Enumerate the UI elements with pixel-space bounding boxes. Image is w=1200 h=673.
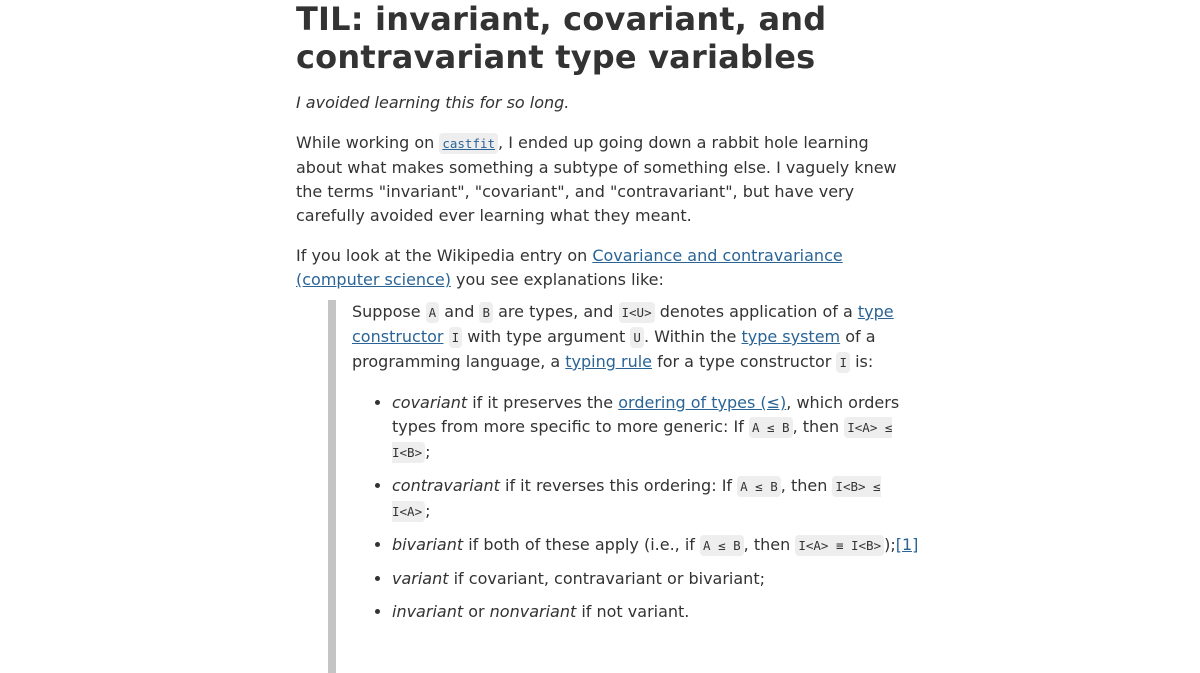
- text: you see explanations like:: [450, 270, 664, 289]
- text: ;: [425, 442, 431, 461]
- text: . Within the: [643, 327, 742, 346]
- text: if covariant, contravariant or bivariant;: [448, 569, 765, 588]
- list-item-variant: [392, 567, 926, 591]
- wikipedia-quote: [328, 300, 926, 673]
- text: if it preserves the: [467, 393, 619, 412]
- text: and: [439, 302, 480, 321]
- text: or: [463, 602, 490, 621]
- text: Suppose: [352, 302, 426, 321]
- text: denotes application of a: [654, 302, 858, 321]
- subtitle: I avoided learning this for so long.: [296, 93, 570, 112]
- castfit-link[interactable]: [439, 133, 498, 152]
- text: ;: [425, 501, 431, 520]
- code-b: B: [479, 302, 493, 323]
- type-system-link[interactable]: type system: [741, 327, 841, 346]
- castfit-code: castfit: [439, 133, 498, 154]
- text: );: [884, 535, 896, 554]
- text: for a type constructor: [652, 352, 837, 371]
- term: contravariant: [392, 476, 500, 495]
- text: are types, and: [493, 302, 619, 321]
- list-item-covariant: [392, 391, 926, 465]
- code-iu: I<U>: [619, 302, 655, 323]
- variance-list: [352, 391, 926, 624]
- intro-paragraph: [296, 131, 906, 228]
- reference-link[interactable]: [1]: [895, 535, 919, 554]
- code-i: I: [836, 352, 850, 373]
- code-ia-le-ib: I<A> ≤ I<B>: [392, 417, 892, 463]
- code-ib-le-ia: I<B> ≤ I<A>: [392, 476, 881, 522]
- text: , then: [780, 476, 833, 495]
- article: [296, 0, 906, 292]
- term: nonvariant: [489, 602, 577, 621]
- wikipedia-link[interactable]: Covariance and contravariance (computer science): [296, 246, 843, 289]
- code-ia-equiv-ib: I<A> ≡ I<B>: [795, 535, 884, 556]
- list-item-invariant: [392, 600, 926, 624]
- text: , then: [792, 417, 845, 436]
- text: While working on: [296, 133, 440, 152]
- text: is:: [850, 352, 874, 371]
- text: if both of these apply (i.e., if: [463, 535, 701, 554]
- text: If you look at the Wikipedia entry on: [296, 246, 593, 265]
- type-constructor-link[interactable]: type constructor: [352, 302, 894, 346]
- term: variant: [392, 569, 449, 588]
- typing-rule-link[interactable]: typing rule: [565, 352, 652, 371]
- term: bivariant: [392, 535, 464, 554]
- code-a-le-b: A ≤ B: [700, 535, 744, 556]
- code-a-le-b: A ≤ B: [737, 476, 781, 497]
- quote-intro: [352, 300, 926, 375]
- code-i: I: [449, 327, 463, 348]
- ordering-of-types-link[interactable]: ordering of types (≤): [618, 393, 787, 412]
- text: , then: [743, 535, 796, 554]
- code-u: U: [630, 327, 644, 348]
- code-a-le-b: A ≤ B: [749, 417, 793, 438]
- term: covariant: [392, 393, 468, 412]
- list-item-contravariant: [392, 474, 926, 524]
- page-title: TIL: invariant, covariant, and contravariant type variables: [296, 0, 827, 76]
- text: if not variant.: [576, 602, 690, 621]
- code-a: A: [426, 302, 440, 323]
- text: , I ended up going down a rabbit hole learning about what makes something a subtype of something else. I vaguely knew the terms "invariant", "covariant", and "contravariant", but have very carefully avoided ever learning what they meant.: [296, 133, 897, 225]
- text: [444, 327, 449, 346]
- text: if it reverses this ordering: If: [499, 476, 738, 495]
- term: invariant: [392, 602, 464, 621]
- text: of a programming language, a: [352, 327, 876, 371]
- text: , which orders types from more specific to more generic: If: [392, 393, 900, 436]
- wikipedia-paragraph: [296, 244, 906, 292]
- text: with type argument: [462, 327, 631, 346]
- list-item-bivariant: [392, 533, 926, 558]
